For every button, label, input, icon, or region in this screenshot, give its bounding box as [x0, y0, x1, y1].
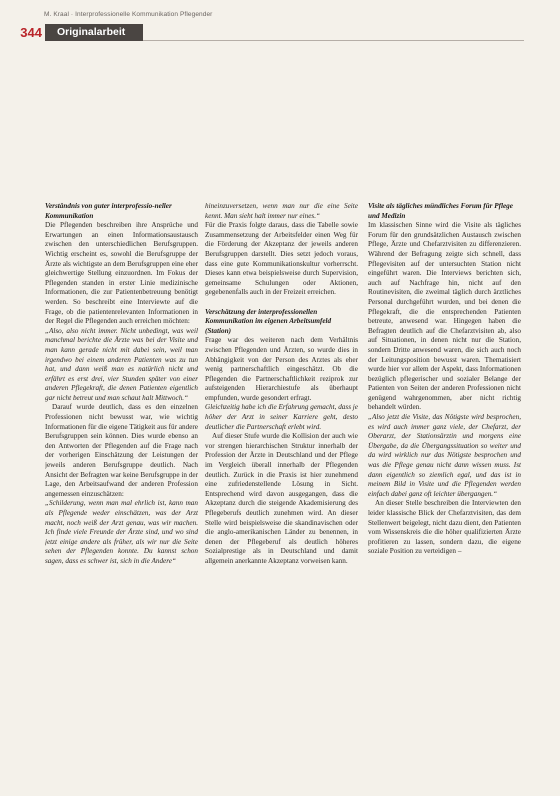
body-paragraph: Im klassischen Sinne wird die Visite als tägliches Forum für den grundsätzlichen Austausch zwischen Pflege, Ärzte und Chefarztvisiten zu differenzieren. Während der Befragung zeigte sich schnell, dass Pflegevisiten auf der untersuchten Station nicht eingeführt waren. Die Interviews berichten sich, auch auf Nachfrage hin, nicht auf den Routinevisiten, die zweimal täglich durch ärztliches Personal durchgeführt wurden, und bei denen die Pflegekraft, die die entsprechenden Patienten betreute, anwesend war. Hingegen haben die Befragten deutlich auf die Chefarztvisiten ab, also auf Situationen, in denen nicht nur die Station, sondern Dritte anwesend waren, die sich auch noch der Leitungsposition bewusst waren. Thematisiert wurde hier vor allem der Aspekt, dass Informationen bezüglich pflegerischer und sozialer Belange der Patienten von Seiten der anderen Professionen nicht genügend wahrgenommen, aber nicht richtig behandelt würden.	[368, 221, 521, 412]
quote-paragraph: hineinzuversetzen, wenn man nur die eine Seite kennt. Man sieht halt immer nur eines.“	[205, 202, 358, 220]
paragraph-gap	[205, 298, 358, 308]
quote-paragraph: „Also, also nicht immer. Nicht unbedingt, was weil manchmal berichte die Ärzte was bei der Visite und man kann gerade nicht mit dabei sein, weil man irgendwo bei einem anderen Patienten was zu tun hat, und dann weiß man es natürlich nicht und erfährt es erst drei, vier Stunden später von einer anderen Pflegekraft, die denen Patienten eigentlich gar nicht betreut und man schaut halt Mittwoch.“	[45, 326, 198, 402]
running-title: M. Kraal · Interprofessionelle Kommunikation Pflegender	[44, 11, 213, 18]
body-paragraph: An dieser Stelle beschreiben die Interviewten den leider klassische Blick der Chefarztvisiten, das dem Stellenwert beigelegt, nicht dazu dient, den Patienten vom Wissenskreis die die höher qualifizierten Ärzte profitieren zu lassen, sondern dazu, die eigene soziale Position zu verteidigen –	[368, 499, 521, 556]
section-heading: Verständnis von guter interprofessio-neller Kommunikation	[45, 202, 172, 220]
page-header	[0, 0, 560, 48]
body-paragraph: Auf dieser Stufe wurde die Kollision der auch wie vor strengen hierarchischen Struktur innerhalb der Profession der Ärzte in Deutschland und der Pflege im Vergleich überall innerhalb der Pflegenden deutlich. Zurück in die Praxis ist hier zunehmend eine zufriedenstellende Lösung in Sicht. Entsprechend wird davon ausgegangen, dass die Akzeptanz durch die steigende Akademisierung des Pflegeberufs deutlich zunehmen wird. An dieser Stelle wird beispielsweise die skandinavischen oder die anglo-amerikanischen Länder zu benennen, in denen der Pflegeberuf als deutlich höheres Sozialprestige als in Deutschland und damit allgemein anerkannte Akzeptanz vorweisen kann.	[205, 432, 358, 565]
quote-paragraph: „Also jetzt die Visite, das Nötigste wird besprochen, es wird auch immer ganz viele, der Chefarzt, der Oberarzt, der Stationsärztin und morgens eine Übergabe, da die Übergangssituation so weiter und da wird wirklich nur das Nötigste besprochen und was die Pflege genau nicht dann wissen muss. Ist dann eigentlich so ziemlich egal, und das ist in meinem Bild in Visite und die Pflegenden werden einfach dabei ganz oft leichter übergangen.“	[368, 413, 521, 498]
body-paragraph: Die Pflegenden beschreiben ihre Ansprüche und Erwartungen an einen Informationsaustausch zwischen den unterschiedlichen Berufsgruppen. Wichtig erscheint es, sowohl die Berufsgruppe der Ärzte als wichtigste an dem Berufsgruppen eine eher gleichwertige Stellung einzuordnen. Im Fokus der Pflegenden standen in erster Linie medizinische Informationen, die zur Patientenbetreuung benötigt werden. So beschreibt eine Interviewte auf die Frage, ob die patientenrelevanten Informationen in der Regel die Pflegenden auch erreichen möchten:	[45, 221, 198, 326]
section-heading: Visite als tägliches mündliches Forum für Pflege und Medizin	[368, 202, 513, 220]
body-paragraph: Darauf wurde deutlich, dass es den einzelnen Professionen nicht bewusst war, wie wichtig Informationen für die eigene Tätigkeit aus für andere Berufsgruppen sein können. Dies wurde ebenso an den Antworten der Pflegenden auf die Frage nach der vorherigen Einschätzung der Leistungen der jeweils anderen Berufsgruppe deutlich. Nach Ansicht der Befragten war keine Berufsgruppe in der Lage, den Arbeitsaufwand der anderen Profession angemessen einzuschätzen:	[45, 403, 198, 498]
page-number: 344	[20, 25, 42, 40]
quote-paragraph: Gleichzeitig habe ich die Erfahrung gemacht, dass je höher der Arzt in seiner Karriere geht, desto deutlicher die Partnerschaft erlebt wird.	[205, 403, 358, 431]
text-column-2	[205, 202, 358, 794]
body-paragraph: Für die Praxis folgte daraus, dass die Tabelle sowie Zusammensetzung der Arbeitsfelder einen Weg für die Förderung der Akzeptanz der jeweils anderen Berufsgruppen darstellt. Dies setzt jedoch voraus, dass eine gute Kommunikationskultur vorherrscht. Dieses kann etwa beispielsweise durch Supervision, gemeinsame Schulungen oder Aktionen, gegebenenfalls auch in der Freizeit erreichen.	[205, 221, 358, 297]
quote-paragraph: „Schilderung, wenn man mal ehrlich ist, kann man als Pflegende weder einschätzen, was der Arzt macht, noch weiß der Arzt genau, was wir machen. Ich finde viele Freunde der Ärzte sind, und wo sind jetzt einige andere als früher, als wir nur die Seite sehen der Pflegenden konnte. Du kannst schon sagen, dass es schwer ist, sich in die Andere“	[45, 499, 198, 565]
section-tab: Originalarbeit	[45, 24, 143, 41]
section-heading: Verschätzung der interprofessionellen Kommunikation im eigenen Arbeitsumfeld (Station)	[205, 307, 332, 335]
text-column-1	[45, 202, 198, 794]
body-paragraph: Frage war des weiteren nach dem Verhältnis zwischen Pflegenden und Ärzten, so wurde dies in Abhängigkeit von der Person des Arztes als eher wenig partnerschaftlich eingeschätzt. Ob die Pflegenden die Partnerschaftlichkeit reziprok zur aufsteigenden Hierarchiestufe als überhaupt empfunden, wurde gesondert erfragt.	[205, 336, 358, 402]
header-rule	[143, 40, 524, 41]
text-column-3	[368, 202, 521, 794]
